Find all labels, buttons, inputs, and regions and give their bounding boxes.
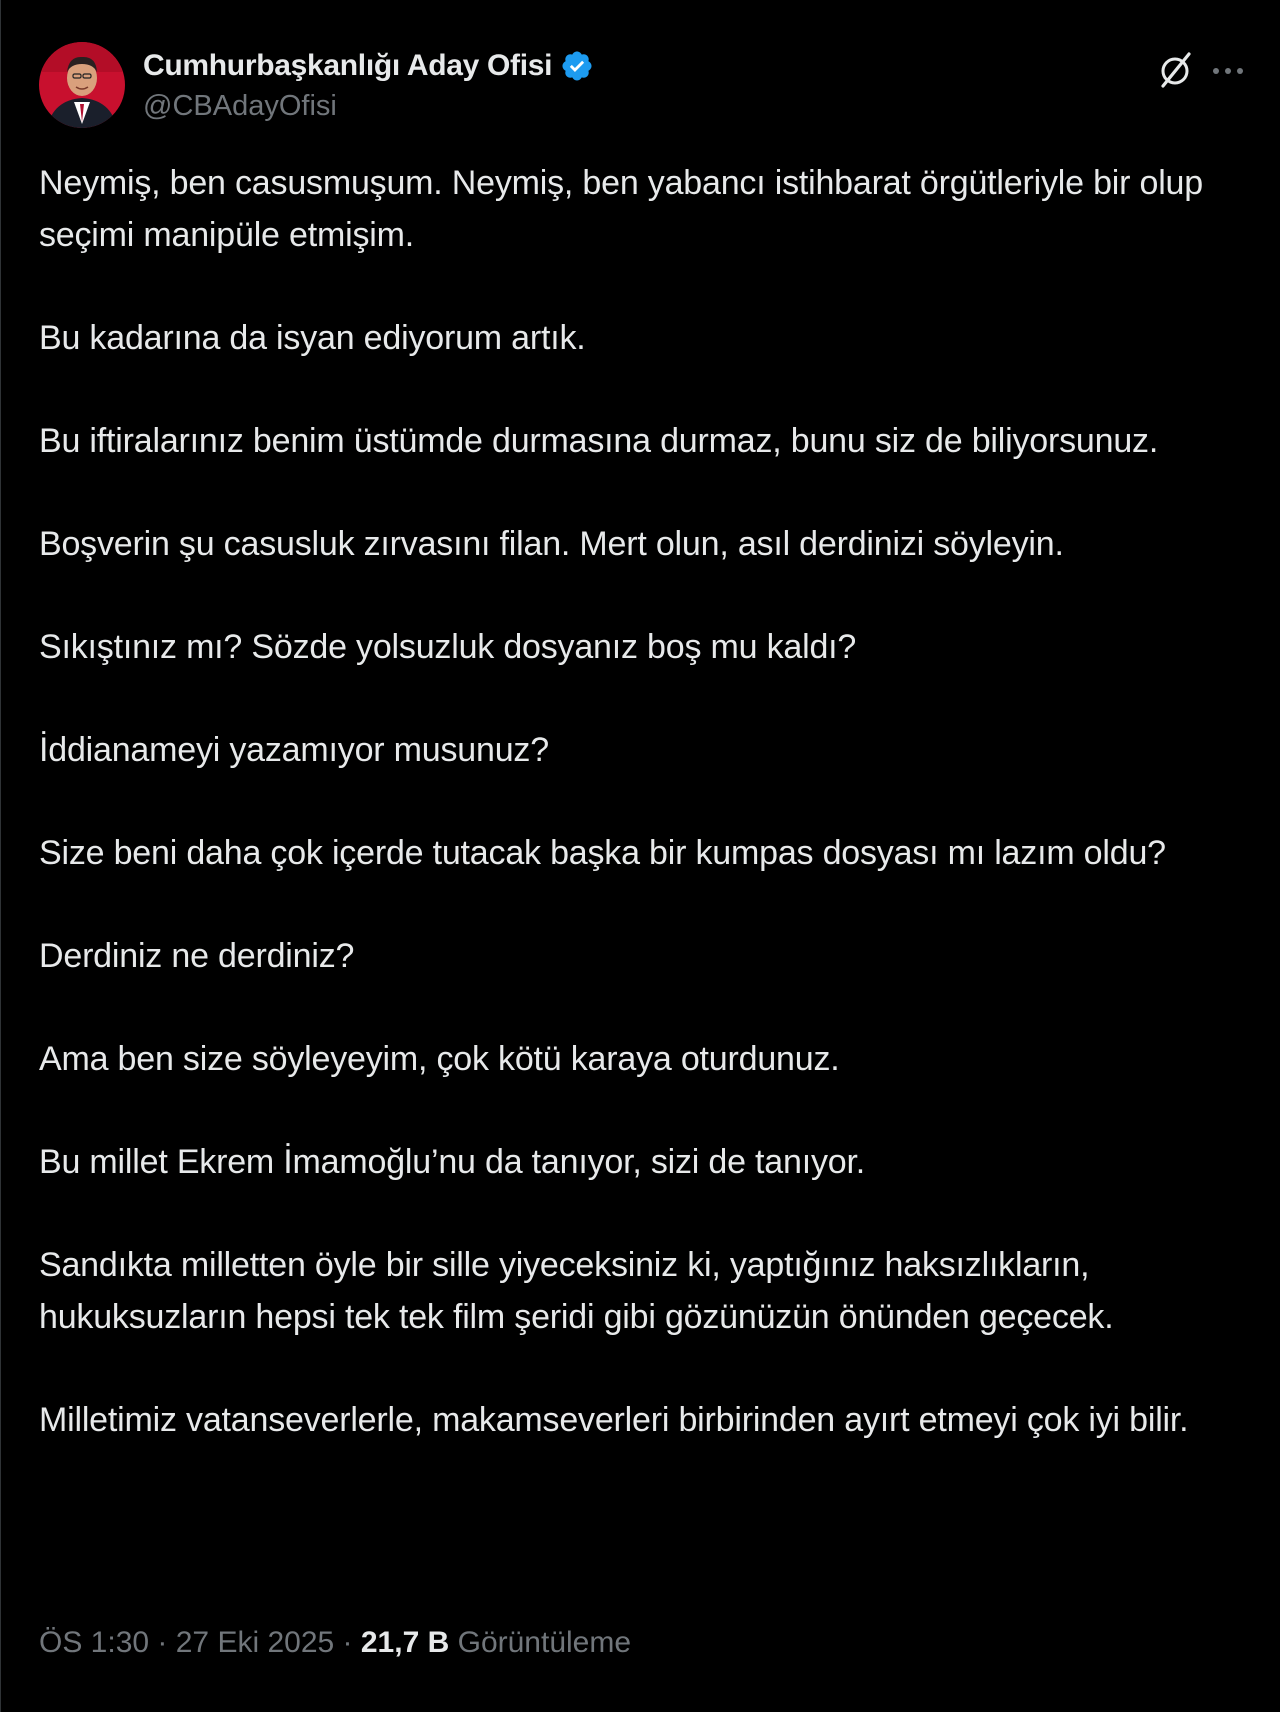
author-info — [143, 46, 594, 123]
tweet-paragraph: Sandıkta milletten öyle bir sille yiyeceksiniz ki, yaptığınız haksızlıkların, hukuksuzların hepsi tek tek film şeridi gibi gözünüzün önünden geçecek. — [39, 1246, 1114, 1336]
tweet-date[interactable]: 27 Eki 2025 — [175, 1626, 335, 1659]
tweet-paragraph: Derdiniz ne derdiniz? — [39, 937, 355, 975]
avatar[interactable] — [39, 42, 125, 128]
tweet-paragraph: Neymiş, ben casusmuşum. Neymiş, ben yabancı istihbarat örgütleriyle bir olup seçimi manipüle etmişim. — [39, 164, 1203, 254]
name-row — [143, 46, 594, 86]
tweet-paragraph: Ama ben size söyleyeyim, çok kötü karaya oturdunuz. — [39, 1040, 840, 1078]
avatar-image — [39, 42, 125, 128]
tweet-paragraph: Sıkıştınız mı? Sözde yolsuzluk dosyanız boş mu kaldı? — [39, 628, 857, 666]
views-count: 21,7 B — [360, 1626, 450, 1659]
tweet-paragraph: Bu millet Ekrem İmamoğlu’nu da tanıyor, sizi de tanıyor. — [39, 1143, 865, 1181]
tweet-paragraph: İddianameyi yazamıyor musunuz? — [39, 731, 549, 769]
views-label: Görüntüleme — [457, 1626, 632, 1659]
tweet-meta — [39, 1626, 631, 1660]
tweet-text — [39, 157, 1259, 1497]
tweet-paragraph: Bu iftiralarınız benim üstümde durmasına durmaz, bunu siz de biliyorsunuz. — [39, 422, 1159, 460]
more-options-icon[interactable] — [1207, 56, 1249, 86]
tweet-paragraph: Milletimiz vatanseverlerle, makamseverleri birbirinden ayırt etmeyi çok iyi bilir. — [39, 1401, 1189, 1439]
tweet-paragraph: Boşverin şu casusluk zırvasını filan. Mert olun, asıl derdinizi söyleyin. — [39, 525, 1064, 563]
grok-icon[interactable] — [1153, 48, 1197, 92]
tweet-header — [39, 42, 1249, 132]
meta-separator: · — [149, 1626, 176, 1659]
meta-separator: · — [334, 1626, 361, 1659]
tweet-paragraph: Bu kadarına da isyan ediyorum artık. — [39, 319, 586, 357]
tweet-time[interactable]: ÖS 1:30 — [39, 1626, 150, 1659]
display-name[interactable]: Cumhurbaşkanlığı Aday Ofisi — [143, 49, 553, 82]
verified-badge-icon[interactable] — [560, 49, 594, 83]
tweet-paragraph: Size beni daha çok içerde tutacak başka bir kumpas dosyası mı lazım oldu? — [39, 834, 1166, 872]
handle[interactable]: @CBAdayOfisi — [143, 90, 337, 122]
